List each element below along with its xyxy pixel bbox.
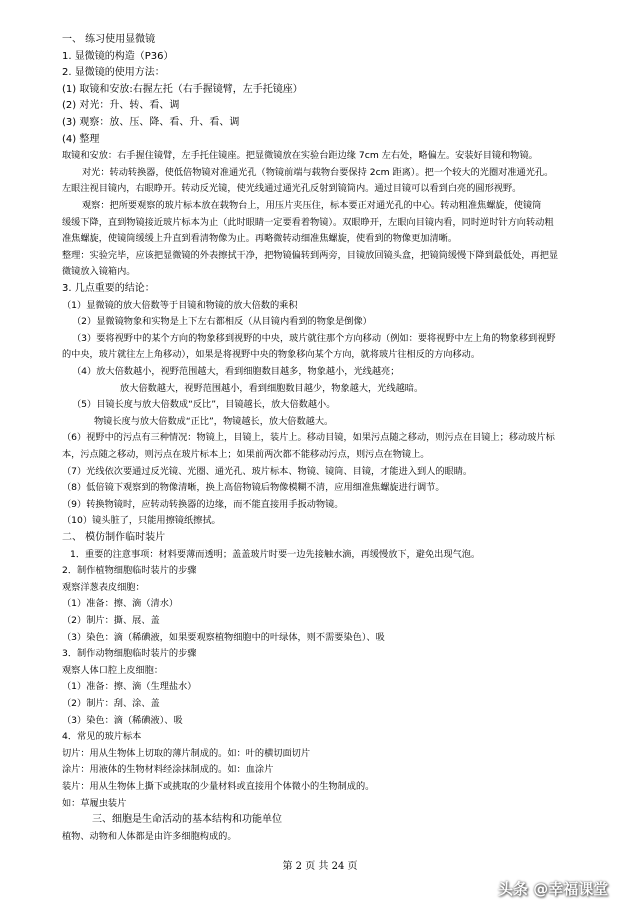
text-line: 放大倍数越大，视野范围越小，看到细胞数目越少，物象越大，光线越暗。 — [120, 382, 424, 394]
text-line: （2）制片：撕、展、盖 — [62, 615, 160, 626]
section-heading: 二、 模仿制作临时装片 — [62, 532, 166, 543]
text-line: （1）显微镜的放大倍数等于目镜和物镜的放大倍数的乘积 — [62, 299, 298, 311]
text-line: 对光：转动转换器，使低倍物镜对准通光孔（物镜前端与载物台要保持 2cm 距离）。把一个较大的光圈对准通光孔。 — [82, 166, 554, 178]
text-line: 的中央，玻片就往左上角移动），如果是将视野中央的物象移向某个方向，就将玻片往相反的方向移动。 — [62, 349, 481, 361]
text-line: （7）光线依次要通过反光镜、光圈、通光孔、玻片标本、物镜、镜筒、目镜，才能进入到人的眼睛。 — [62, 465, 473, 477]
text-line: 植物、动物和人体都是由许多细胞构成的。 — [62, 830, 237, 842]
text-line: (3) 观察：放、压、降、看、升、看、调 — [62, 117, 240, 128]
text-line: 物镜长度与放大倍数成“正比”，物镜越长，放大倍数越大。 — [94, 415, 334, 427]
text-line: 如：草履虫装片 — [62, 797, 127, 809]
text-line: 4．常见的玻片标本 — [62, 731, 142, 743]
text-line: (1) 取镜和安放:右握左托（右手握镜臂，左手托镜座） — [62, 83, 303, 95]
text-line: 取镜和安放：右手握住镜臂，左手托住镜座。把显微镜放在实验台距边缘 7cm 左右处，略偏左。安装好目镜和物镜。 — [62, 150, 538, 162]
text-line: 2．制作植物细胞临时装片的步骤 — [62, 565, 197, 577]
text-line: 缓缓下降，直到物镜接近玻片标本为止（此时眼睛一定要看着物镜）。双眼睁开，左眼向目镜内看，同时逆时针方向转动粗 — [62, 216, 554, 228]
text-line: （3）染色：滴（稀碘液）、吸 — [62, 714, 183, 726]
text-line: 本，污点随之移动，则污点在玻片标本上；如果前两次都不能移动污点，则污点在物镜上。 — [62, 449, 430, 460]
text-line: （9）转换物镜时，应转动转换器的边缘，而不能直接用手扳动物镜。 — [62, 498, 344, 510]
text-line: （8）低倍镜下观察到的物像清晰，换上高倍物镜后物像模糊不清，应用细准焦螺旋进行调节。 — [62, 482, 445, 494]
text-line: 左眼注视目镜内，右眼睁开。转动反光镜，使光线通过通光孔反射到镜筒内。通过目镜可以看到白亮的圆形视野。 — [62, 183, 522, 195]
text-line: 装片：用从生物体上撕下或挑取的少量材料或直接用个体微小的生物制成的。 — [62, 781, 375, 792]
text-line: 观察人体口腔上皮细胞： — [62, 664, 164, 676]
text-line: (4) 整理 — [62, 133, 100, 145]
text-line: 观察：把所要观察的玻片标本放在载物台上，用压片夹压住，标本要正对通光孔的中心。转动粗准焦螺旋，使镜筒 — [82, 200, 542, 211]
text-line: （3）染色：滴（稀碘液，如果要观察植物细胞中的叶绿体，则不需要染色）、吸 — [62, 631, 385, 643]
text-line: （5）目镜长度与放大倍数成“反比”，目镜越长，放大倍数越小。 — [72, 399, 336, 411]
text-line: 1. 显微镜的构造（P36） — [62, 50, 174, 62]
text-line: 切片：用从生物体上切取的薄片制成的。如：叶的横切面切片 — [62, 747, 311, 759]
text-line: 3. 几点重要的结论： — [62, 283, 155, 294]
text-line: (2) 对光：升、转、看、调 — [62, 100, 180, 112]
section-heading: 三、细胞是生命活动的基本结构和功能单位 — [92, 814, 282, 826]
text-line: （10）镜头脏了，只能用擦镜纸擦拭。 — [62, 515, 221, 527]
watermark: 头条 @幸福课堂 — [498, 880, 609, 898]
text-line: 准焦螺旋，使镜筒缓缓上升直到看清物像为止。再略微转动细准焦螺旋，使看到的物像更加清晰。 — [62, 233, 458, 245]
text-line: （6）视野中的污点有三种情况：物镜上，目镜上，装片上。移动目镜，如果污点随之移动，则污点在目镜上；移动玻片标 — [62, 432, 555, 444]
text-line: 1．重要的注意事项：材料要薄而透明；盖盖玻片时要一边先接触水滴，再缓慢放下，避免出现气泡。 — [70, 548, 481, 560]
text-line: （2）显微镜物象和实物是上下左右都相反（从目镜内看到的物象是倒像） — [72, 316, 372, 328]
text-line: （1）准备：擦、滴（清水） — [62, 598, 179, 610]
text-line: （3）要将视野中的某个方向的物象移到视野的中央，玻片就往那个方向移动（例如：要将视野中左上角的物象移到视野 — [72, 332, 556, 344]
text-line: 微镜放入镜箱内。 — [62, 266, 136, 278]
text-line: 3．制作动物细胞临时装片的步骤 — [62, 648, 197, 660]
text-line: 整理：实验完毕，应该把显微镜的外表擦拭干净，把物镜偏转到两旁，目镜放回镜头盒，把镜筒缓慢下降到最低处，再把显 — [62, 249, 559, 261]
text-line: （2）制片：刮、涂、盖 — [62, 698, 160, 709]
text-line: （4）放大倍数越小，视野范围越大，看到细胞数目越多，物象越小，光线越亮； — [72, 366, 400, 377]
text-line: 涂片：用液体的生物材料经涂抹制成的。如：血涂片 — [62, 764, 274, 776]
page-number: 第 2 页 共 24 页 — [282, 861, 358, 872]
text-line: （1）准备：擦、滴（生理盐水） — [62, 681, 197, 693]
section-heading: 一、 练习使用显微镜 — [62, 34, 156, 45]
text-line: 2. 显微镜的使用方法： — [62, 67, 165, 79]
text-line: 观察洋葱表皮细胞： — [62, 581, 145, 593]
